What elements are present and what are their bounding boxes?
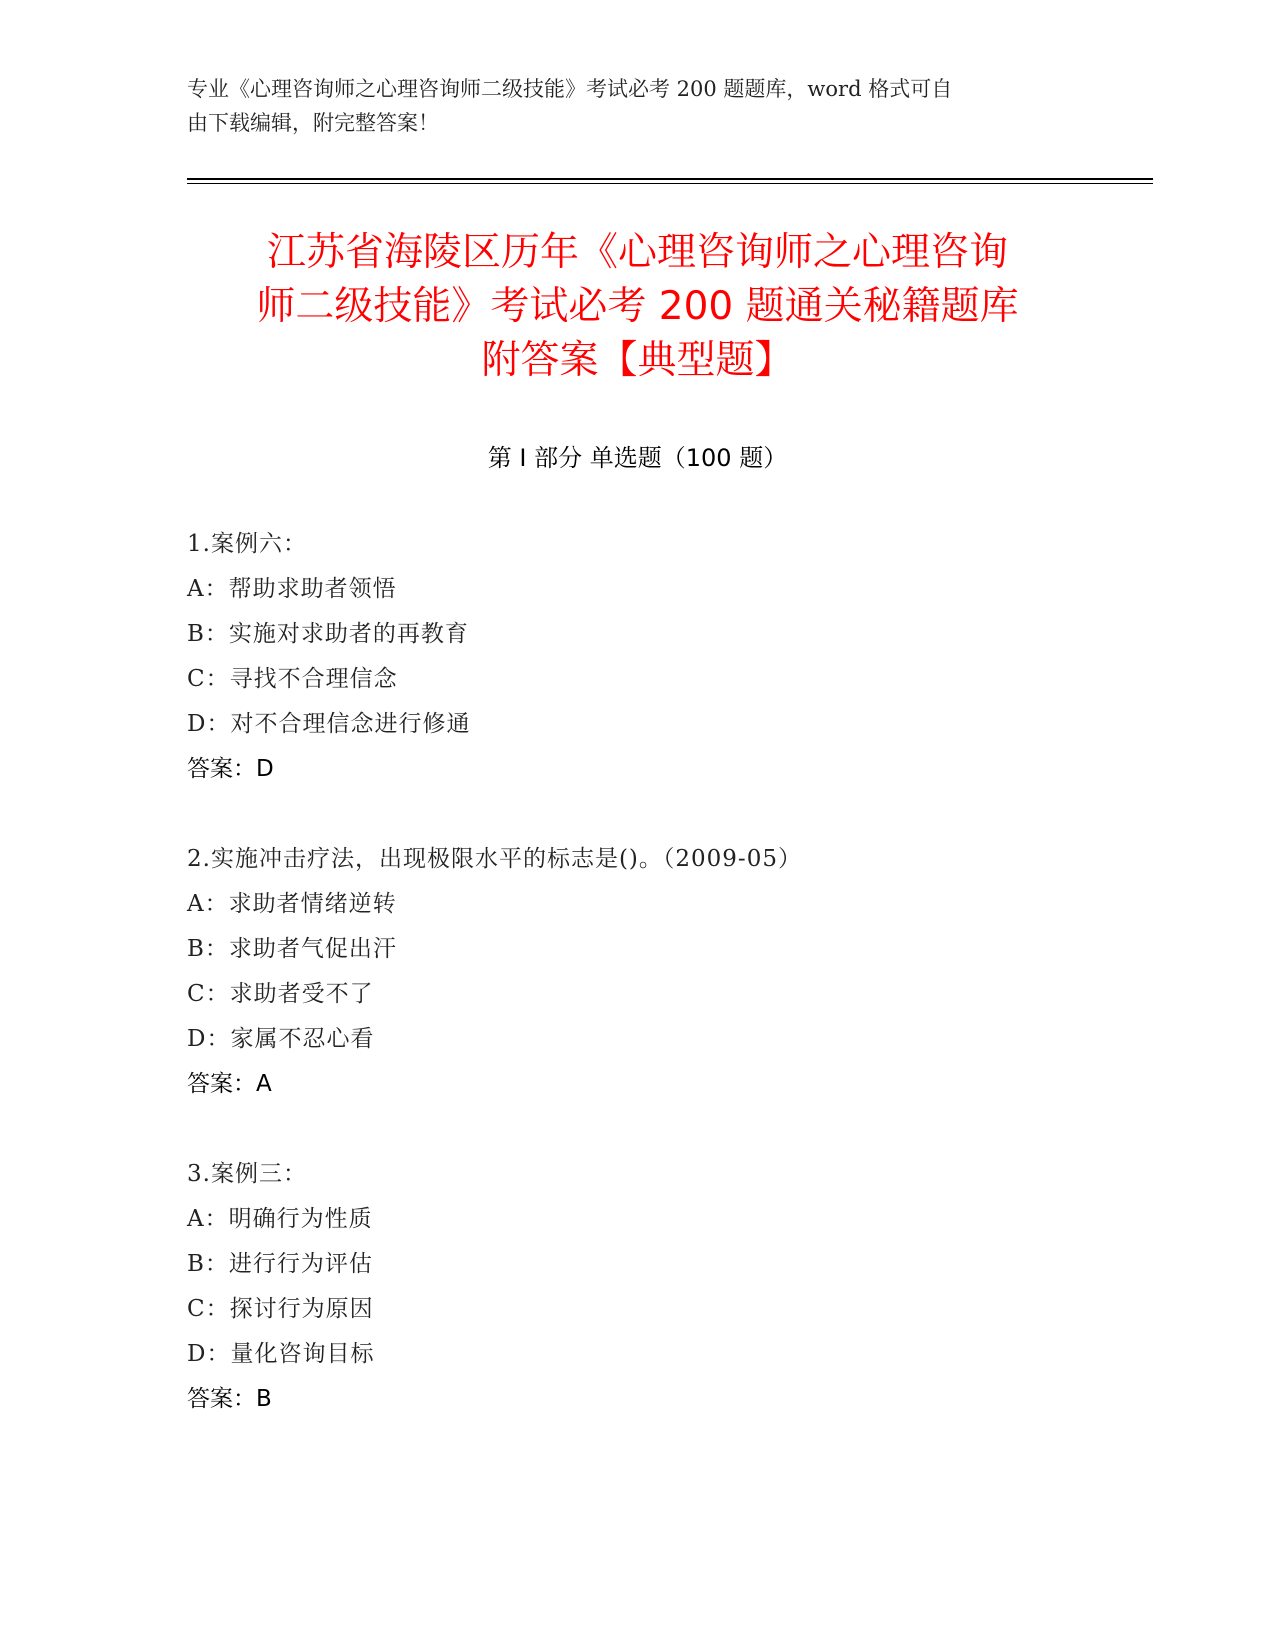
- option-b: B：求助者气促出汗: [187, 936, 397, 962]
- document-title-line-1: 江苏省海陵区历年《心理咨询师之心理咨询: [266, 230, 1008, 275]
- document-title-line-3: 附答案【典型题】: [481, 338, 794, 383]
- section-heading: 第 I 部分 单选题（100 题）: [487, 444, 788, 472]
- option-b: B：实施对求助者的再教育: [187, 621, 469, 647]
- header-divider-thick: [187, 178, 1153, 180]
- question-spacer: [187, 1107, 1087, 1152]
- question-stem: 3.案例三：: [187, 1161, 307, 1187]
- question-list: [187, 522, 1087, 1422]
- question-1: [187, 522, 1087, 837]
- option-d: D：量化咨询目标: [187, 1341, 375, 1367]
- header-divider-thin: [187, 183, 1153, 184]
- header-note-line-2: 由下载编辑，附完整答案！: [187, 111, 439, 135]
- option-d: D：家属不忍心看: [187, 1026, 375, 1052]
- question-3: [187, 1152, 1087, 1422]
- option-b: B：进行行为评估: [187, 1251, 373, 1277]
- question-spacer: [187, 792, 1087, 837]
- question-2: [187, 837, 1087, 1152]
- option-d: D：对不合理信念进行修通: [187, 711, 471, 737]
- option-c: C：探讨行为原因: [187, 1296, 374, 1322]
- header-note: [187, 72, 1067, 140]
- answer-line: 答案：B: [187, 1386, 272, 1412]
- header-note-line-1: 专业《心理咨询师之心理咨询师二级技能》考试必考 200 题题库，word 格式可自: [187, 77, 953, 101]
- option-a: A：帮助求助者领悟: [187, 576, 397, 602]
- answer-line: 答案：D: [187, 756, 274, 782]
- answer-line: 答案：A: [187, 1071, 272, 1097]
- option-c: C：寻找不合理信念: [187, 666, 398, 692]
- option-c: C：求助者受不了: [187, 981, 374, 1007]
- question-stem: 1.案例六：: [187, 531, 307, 557]
- option-a: A：求助者情绪逆转: [187, 891, 397, 917]
- question-stem: 2.实施冲击疗法，出现极限水平的标志是()。（2009-05）: [187, 846, 802, 872]
- option-a: A：明确行为性质: [187, 1206, 373, 1232]
- document-title: [160, 226, 1115, 388]
- document-title-line-2: 师二级技能》考试必考 200 题通关秘籍题库: [256, 284, 1019, 329]
